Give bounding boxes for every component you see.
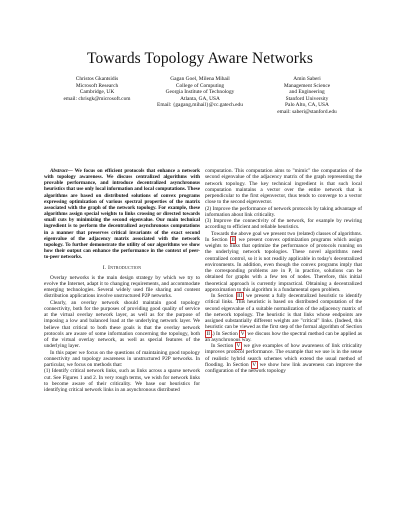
text-run: we give examples of how awareness of link criticality improves protocol performance. The example that we use is in the sense of realistic hybrid search schemes which extend the usual method of flooding. In Section xyxy=(205,343,362,368)
section-ref-link[interactable]: II xyxy=(231,236,235,243)
list-item: (2) Improve the performance of network protocols by taking advantage of information about link criticality. xyxy=(205,205,362,218)
author-affiliation: College of Computing xyxy=(175,82,225,89)
text-run: we show how link awareness can improve the configuration of the network topology xyxy=(205,361,362,374)
list-item: (1) Identify critical network links, such as links across a sparse network cut. See Figures 1 and 2. In very rough terms, we wish for network links to become aware of their criticality. We base our heuristics for identifying critical network links in an asynchronous distributed xyxy=(44,368,200,394)
abstract-lead: Abstract xyxy=(50,168,68,174)
text-run: In Section xyxy=(211,293,236,299)
author-block-1 xyxy=(52,76,142,102)
right-column xyxy=(205,168,362,374)
section-heading-introduction: I. Introduction xyxy=(102,265,142,272)
section-ref-link[interactable]: V xyxy=(240,330,245,337)
author-affiliation: and Engineering xyxy=(289,89,325,96)
abstract-body: — We focus on efficient protocols that enhance a network with topology awareness. We discuss centralized algorithms with provable performance, and introduce decentralized asynchronous heuristics that use only local information and local computations. These algorithms are based on distributed solutions of convex programs expressing optimization of various spectral properties of the matrix associated with the graph of the network topology. For example, these algorithms assign special weights to links crossing or directed towards small cuts by minimizing the second eigenvalue. Our main technical ingredient is to perform the decentralized asynchronous computations in a manner that preserves critical invariants of the exact second eigenvalue of the adjacency matrix associated with the network topology. To further demonstrate the utility of our algorithms we show how their output can enhance the performance in the context of peer-to-peer networks. xyxy=(44,168,200,261)
body-paragraph: computation. This computation aims to "mimic" the computation of the second eigenvalue of the adjacency matrix of the graph representing the network topology. The key technical ingredient is that such local computation maintains a vector over the entire network that is perpendicular to the first eigenvector, thus tends to converge to a vector close to the second eigenvector. xyxy=(205,168,362,206)
text-run: we present convex optimization programs which assign weights to links that optimize the performance of protocols running on the underlying network topologies. These novel algorithms need centralized control, so it is not readily applicable in today's decentralized environments. In addition, even though the convex programs imply that the corresponding problems are in P, in practice, solutions can be obtained for graphs with a few ten of nodes. Therefore, this initial theoretical approach is currently impractical. Obtaining a decentralized approximation to this algorithm is a fundamental open problem. xyxy=(205,236,362,293)
text-run: .) In Section xyxy=(211,330,240,337)
author-affiliation: Microsoft Research xyxy=(75,82,119,89)
text-run: we present a fully decentralized heuristic to identify critical links. This heuristic is based on distributed computation of the second eigenvalue of a suitable normalization of the adjacency matrix of the network topology. The heuristic is that links whose endpoints are assigned substantially different weights are "critical" links. (Indeed, this heuristic can be viewed as the first step of the formal algorithm of Section xyxy=(205,293,362,331)
body-paragraph: Clearly, an overlay network should maintain good topology connectivity, both for the purposes of providing good quality of service at the virtual overlay network layer, as well as for the purpose of imposing a low and balanced load at the underlying network layer. We believe that critical to both these goals is that the overlay network protocols are aware of some information concerning the topology, both of the virtual overlay network, as well as special features of the underlying layer. xyxy=(44,299,200,350)
body-paragraph xyxy=(205,231,362,294)
body-paragraph xyxy=(205,343,362,374)
author-name: Amin Saberi xyxy=(293,76,321,82)
author-affiliation: Cambridge, UK xyxy=(79,89,115,96)
author-email: email: chrisgk@microsoft.com xyxy=(63,95,131,102)
left-column xyxy=(44,168,200,393)
abstract xyxy=(44,168,200,260)
author-affiliation: Atlanta, GA, USA xyxy=(180,95,220,102)
section-ref-link[interactable]: III xyxy=(237,293,243,299)
author-affiliation: Palo Alto, CA, USA xyxy=(285,102,329,109)
author-affiliation: Georgia Institute of Technology xyxy=(165,89,235,96)
author-name: Christos Gkantsidis xyxy=(75,76,119,82)
list-item: (3) Improve the connectivity of the network, for example by rewiring according to efficient and reliable heuristics. xyxy=(205,218,362,231)
author-name: Gagan Goel, Milena Mihail xyxy=(170,76,230,82)
author-email: Email: {gagang,mihail}@cc.gatech.edu xyxy=(157,102,243,109)
author-affiliation: Stanford University xyxy=(285,95,329,102)
body-paragraph xyxy=(205,293,362,343)
section-ref-link[interactable]: II xyxy=(206,330,211,337)
body-paragraph: Overlay networks is the main design strategy by which we try to evolve the Internet, adapt it to changing requirements, and accommodate emerging technologies. Several widely used file sharing and content distribution applications involve unstructured P2P networks. xyxy=(44,274,200,300)
body-paragraph: In this paper we focus on the questions of maintaining good topology connectivity and topology awareness in unstructured P2P networks. In particular, we focus on methods that: xyxy=(44,349,200,369)
author-affiliation: Management Science xyxy=(283,82,331,89)
section-ref-link[interactable]: V xyxy=(252,361,257,368)
text-run: In Section xyxy=(211,343,235,349)
paper-title: Towards Topology Aware Networks xyxy=(86,50,314,67)
author-block-2 xyxy=(145,76,255,109)
author-block-3 xyxy=(262,76,352,116)
text-run: we discuss how the spectral method can be applied as an asynchronous way. xyxy=(205,330,362,343)
text-run: Towards the above goal we present two (related) classes of algorithms. In Section xyxy=(205,230,362,243)
author-email: email: saberi@stanford.edu xyxy=(277,108,337,115)
section-ref-link[interactable]: V xyxy=(236,343,241,349)
